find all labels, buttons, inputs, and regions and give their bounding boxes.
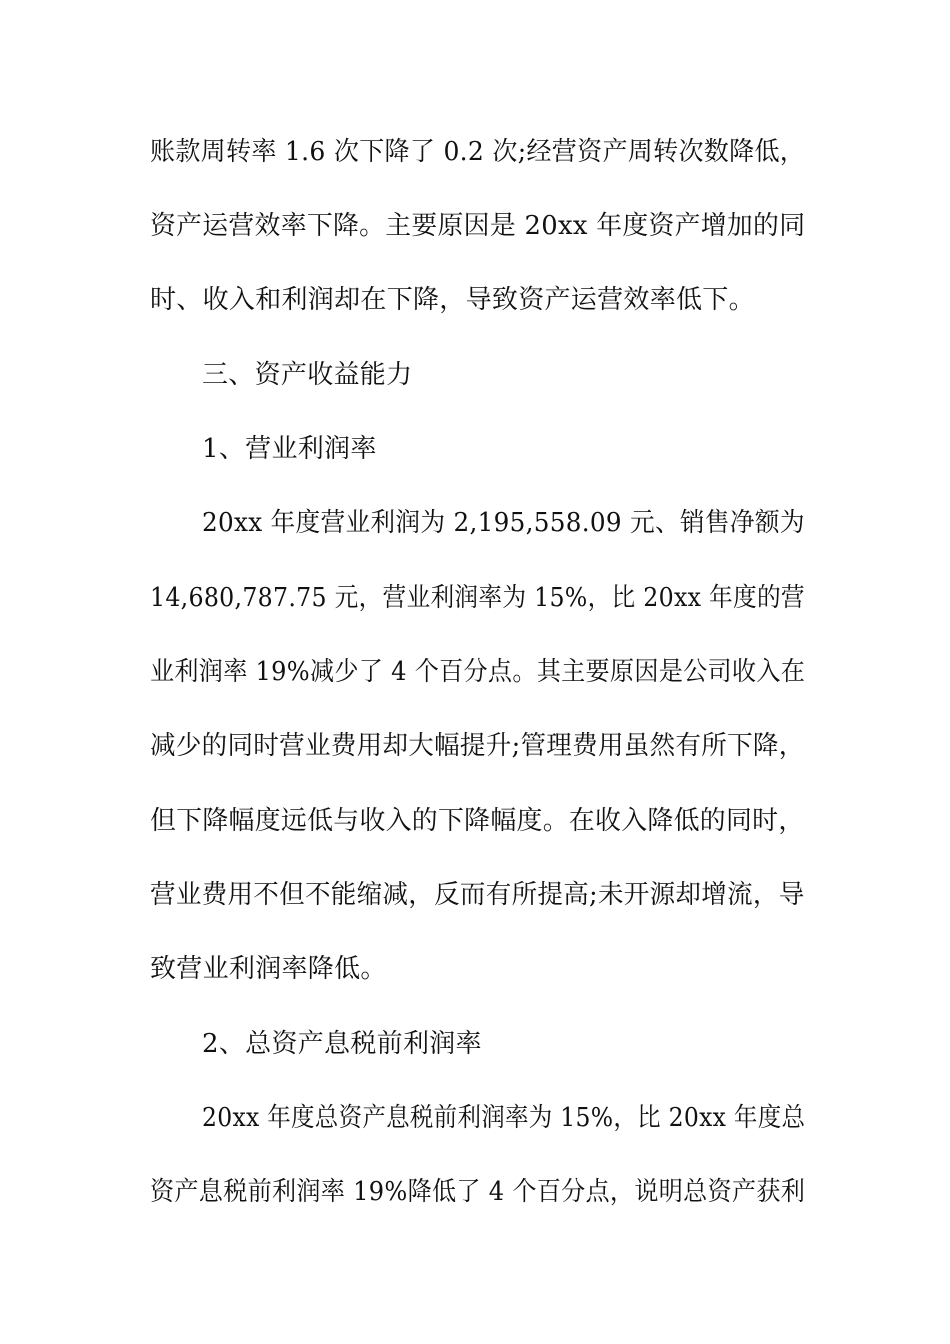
body-text-line: 营业费用不但不能缩减，反而有所提高;未开源却增流，导 — [150, 880, 805, 910]
body-text-line: 致营业利润率降低。 — [150, 954, 387, 984]
section-heading: 三、资产收益能力 — [202, 360, 413, 390]
body-text-line: 但下降幅度远低与收入的下降幅度。在收入降低的同时， — [150, 806, 805, 836]
body-text-line: 业利润率 19%减少了 4 个百分点。其主要原因是公司收入在 — [150, 657, 806, 687]
body-text-line: 20xx 年度总资产息税前利润率为 15%，比 20xx 年度总 — [202, 1103, 806, 1133]
body-text-line: 账款周转率 1.6 次下降了 0.2 次;经营资产周转次数降低， — [150, 137, 806, 167]
body-text-line: 资产息税前利润率 19%降低了 4 个百分点，说明总资产获利 — [150, 1177, 806, 1207]
subsection-heading: 2、总资产息税前利润率 — [202, 1029, 482, 1059]
subsection-heading: 1、营业利润率 — [202, 434, 377, 464]
body-text-line: 资产运营效率下降。主要原因是 20xx 年度资产增加的同 — [150, 211, 806, 241]
body-text-line: 时、收入和利润却在下降，导致资产运营效率低下。 — [150, 285, 755, 315]
body-text-line: 14,680,787.75 元，营业利润率为 15%，比 20xx 年度的营 — [150, 583, 805, 613]
body-text-line: 20xx 年度营业利润为 2,195,558.09 元、销售净额为 — [202, 508, 805, 538]
body-text-line: 减少的同时营业费用却大幅提升;管理费用虽然有所下降， — [150, 731, 805, 761]
